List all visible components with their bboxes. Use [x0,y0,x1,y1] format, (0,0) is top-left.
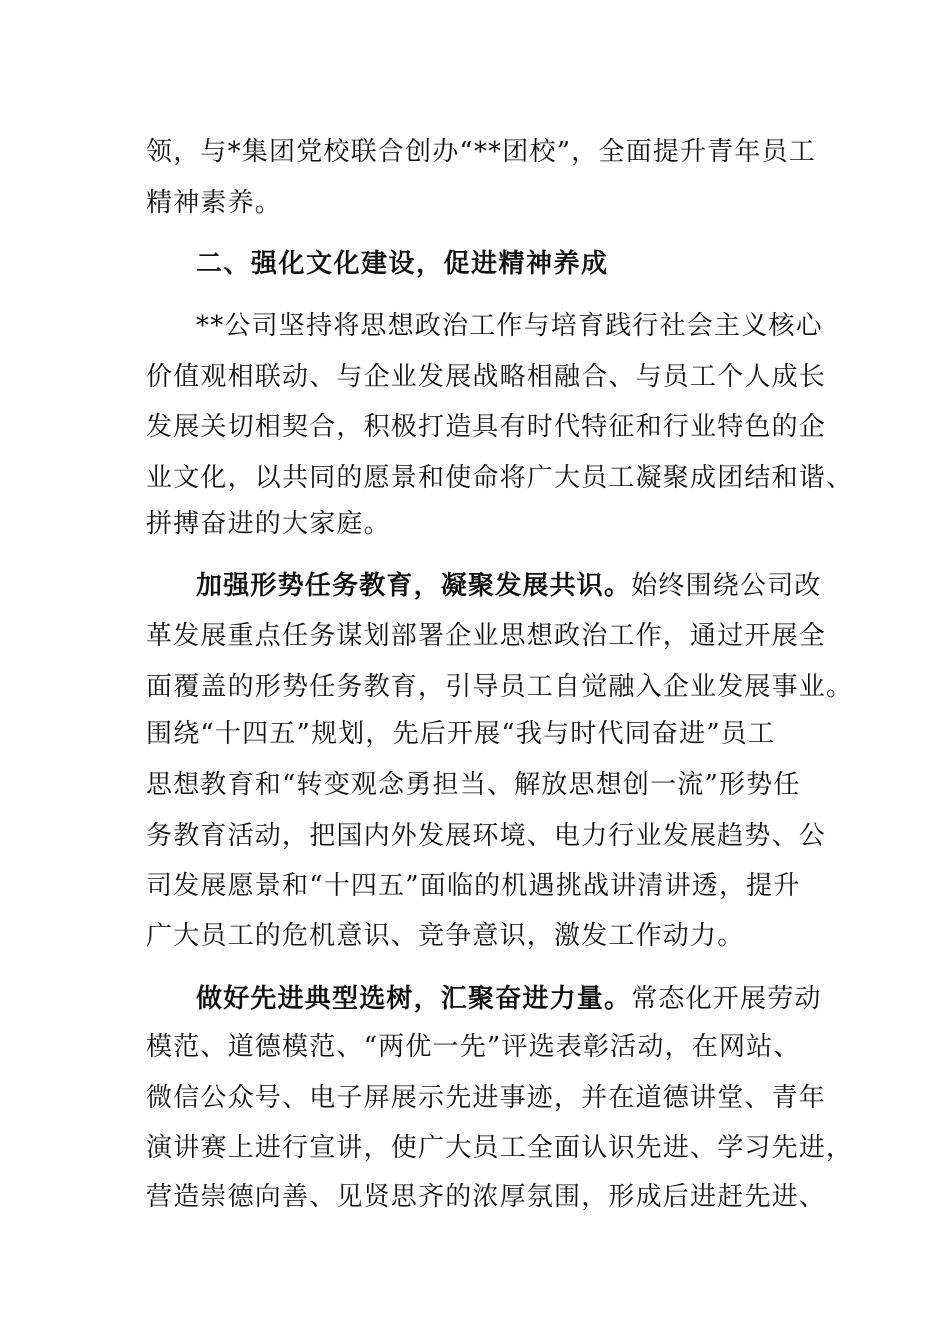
text-line: 面覆盖的形势任务教育，引导员工自觉融入企业发展事业。 [146,672,854,702]
text-line: 务教育活动，把国内外发展环境、电力行业发展趋势、公 [146,821,827,851]
text-line: 思想教育和“转变观念勇担当、解放思想创一流”形势任 [146,770,801,800]
text-line: 业文化，以共同的愿景和使命将广大员工凝聚成团结和谐、 [146,463,854,493]
text-line: 模范、道德模范、“两优一先”评选表彰活动，在网站、 [146,1032,801,1062]
paragraph-first-line [196,569,822,603]
text-line: 司发展愿景和“十四五”面临的机遇挑战讲清讲透，提升 [146,871,801,901]
paragraph-lead: 做好先进典型选树，汇聚奋进力量。 [196,984,632,1014]
text-line: 广大员工的危机意识、竞争意识，激发工作动力。 [146,921,745,951]
text-line: 精神素养。 [146,188,283,218]
text-line: 发展关切相契合，积极打造具有时代特征和行业特色的企 [146,412,827,442]
paragraph-first-line [196,982,822,1016]
text-line: 革发展重点任务谋划部署企业思想政治工作，通过开展全 [146,621,827,651]
text-line: 领，与*集团党校联合创办“**团校”，全面提升青年员工 [146,137,816,167]
section-heading: 二、强化文化建设，促进精神养成 [196,249,609,279]
text-line: 营造崇德向善、见贤思齐的浓厚氛围，形成后进赶先进、 [146,1182,827,1212]
text-line: 演讲赛上进行宣讲，使广大员工全面认识先进、学习先进， [146,1133,854,1163]
paragraph-text: 常态化开展劳动 [631,984,822,1014]
text-line: **公司坚持将思想政治工作与培育践行社会主义核心 [196,311,823,341]
text-line: 围绕“十四五”规划，先后开展“我与时代同奋进”员工 [146,719,776,749]
text-line: 拼搏奋进的大家庭。 [146,509,391,539]
paragraph-lead: 加强形势任务教育，凝聚发展共识。 [196,571,632,601]
text-line: 价值观相联动、与企业发展战略相融合、与员工个人成长 [146,362,827,392]
paragraph-text: 始终围绕公司改 [631,571,822,601]
text-line: 微信公众号、电子屏展示先进事迹，并在道德讲堂、青年 [146,1083,827,1113]
